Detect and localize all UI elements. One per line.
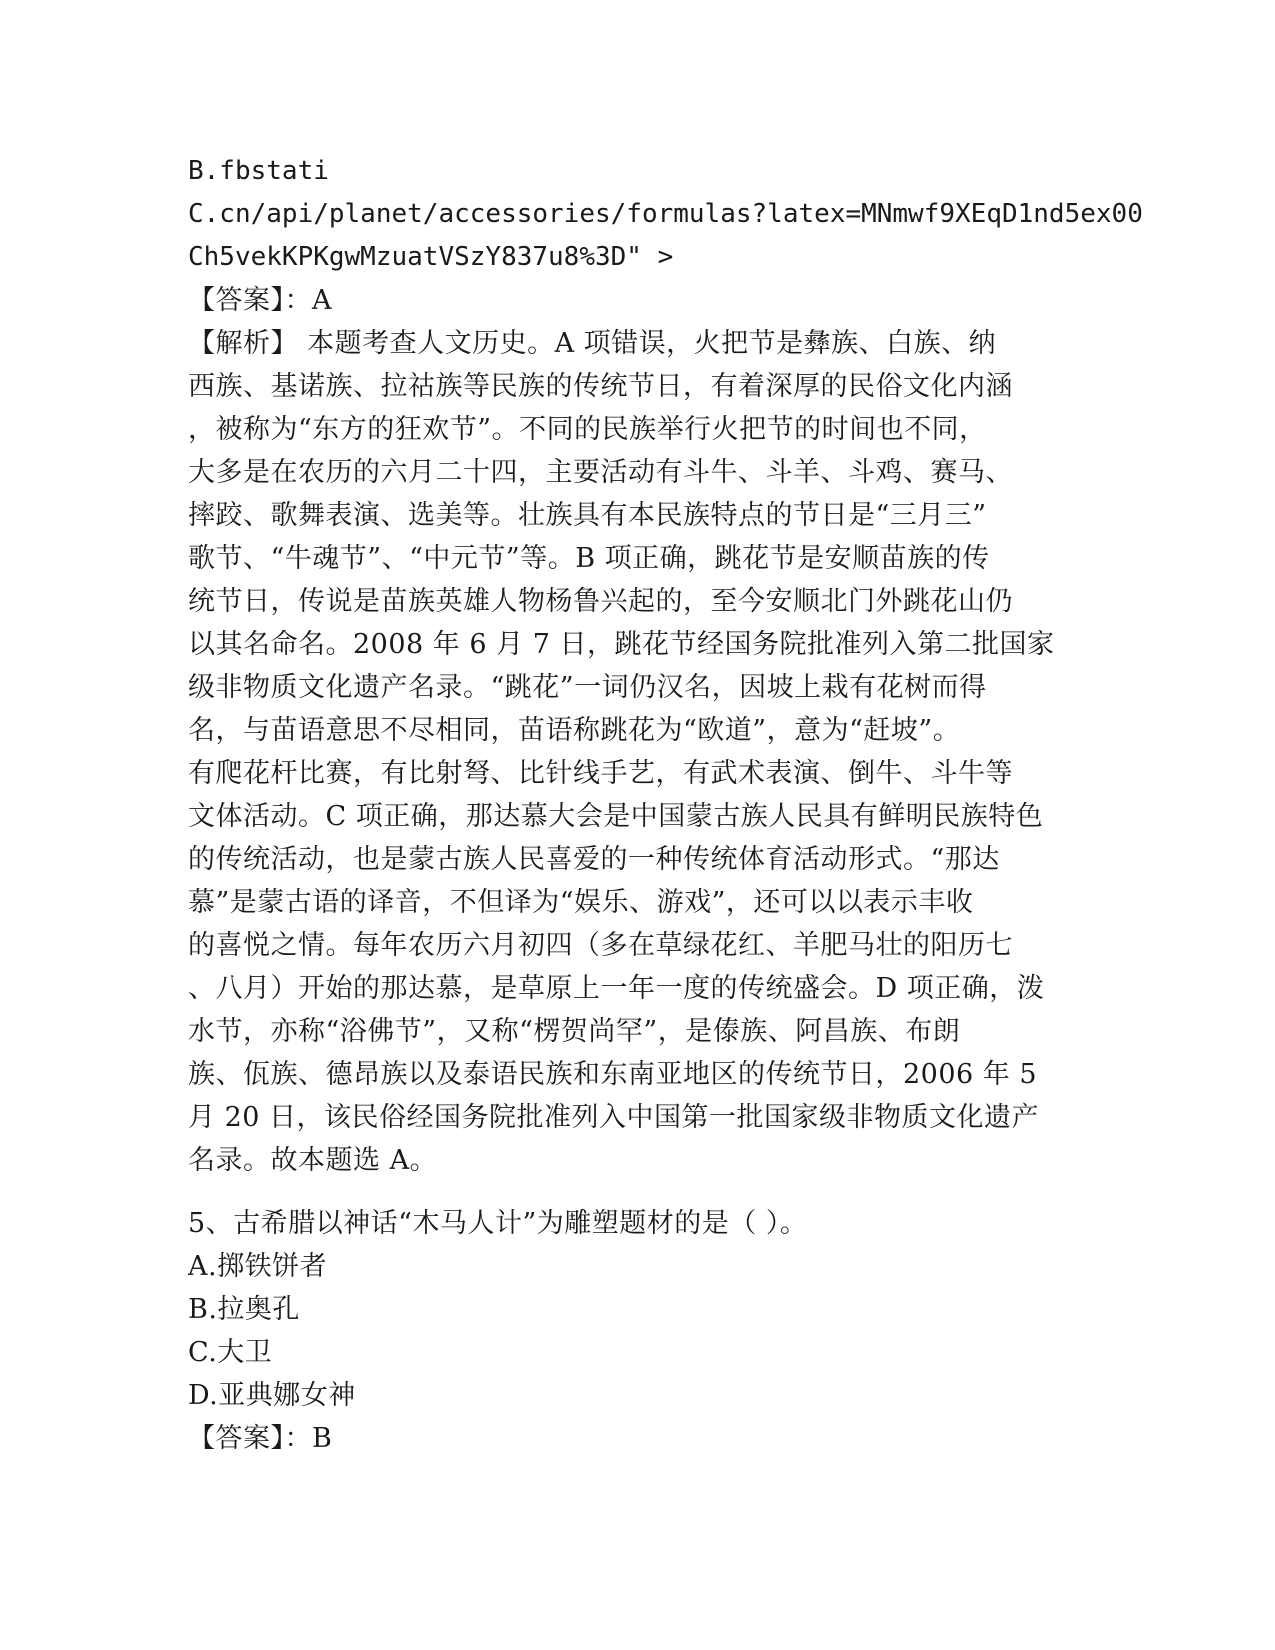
q4-answer: 【答案】：A bbox=[188, 285, 332, 316]
analysis-line: 统节日，传说是苗族英雄人物杨鲁兴起的，至今安顺北门外跳花山仍 bbox=[188, 586, 1013, 617]
analysis-line: 有爬花杆比赛，有比射弩、比针线手艺，有武术表演、倒牛、斗牛等 bbox=[188, 758, 1013, 789]
q5-stem: 5、古希腊以神话“木马人计”为雕塑题材的是（ ）。 bbox=[188, 1208, 808, 1239]
analysis-line: 歌节、“牛魂节”、“中元节”等。B 项正确，跳花节是安顺苗族的传 bbox=[188, 543, 990, 574]
q5-answer: 【答案】：B bbox=[188, 1423, 333, 1454]
analysis-line: 月 20 日，该民俗经国务院批准列入中国第一批国家级非物质文化遗产 bbox=[188, 1102, 1040, 1133]
analysis-line: 名，与苗语意思不尽相同，苗语称跳花为“欧道”，意为“赶坡”。 bbox=[188, 715, 961, 746]
analysis-line: 大多是在农历的六月二十四，主要活动有斗牛、斗羊、斗鸡、赛马、 bbox=[188, 457, 1013, 488]
analysis-line: 摔跤、歌舞表演、选美等。壮族具有本民族特点的节日是“三月三” bbox=[188, 500, 987, 531]
analysis-line: 西族、基诺族、拉祜族等民族的传统节日，有着深厚的民俗文化内涵 bbox=[188, 371, 1013, 402]
analysis-line: 的传统活动，也是蒙古族人民喜爱的一种传统体育活动形式。“那达 bbox=[188, 844, 1000, 875]
analysis-line: 水节，亦称“浴佛节”，又称“楞贺尚罕”，是傣族、阿昌族、布朗 bbox=[188, 1016, 961, 1047]
analysis-line: 级非物质文化遗产名录。“跳花”一词仍汉名，因坡上栽有花树而得 bbox=[188, 672, 987, 703]
analysis-line: 族、佤族、德昂族以及泰语民族和东南亚地区的传统节日，2006 年 5 bbox=[188, 1059, 1038, 1090]
analysis-line: 文体活动。C 项正确，那达慕大会是中国蒙古族人民具有鲜明民族特色 bbox=[188, 801, 1044, 832]
analysis-line: 名录。故本题选 A。 bbox=[188, 1145, 438, 1176]
q5-option-a: A.掷铁饼者 bbox=[188, 1251, 328, 1282]
analysis-line: 以其名命名。2008 年 6 月 7 日，跳花节经国务院批准列入第二批国家 bbox=[188, 629, 1055, 660]
analysis-line: 、八月）开始的那达慕，是草原上一年一度的传统盛会。D 项正确，泼 bbox=[188, 973, 1045, 1004]
analysis-line: ，被称为“东方的狂欢节”。不同的民族举行火把节的时间也不同， bbox=[188, 414, 987, 445]
question-5 bbox=[188, 1202, 1088, 1460]
q4-option-c-line2: Ch5vekKPKgwMzuatVSzY837u8%3D" > bbox=[188, 242, 674, 272]
q5-option-c: C.大卫 bbox=[188, 1337, 273, 1368]
paragraph-gap bbox=[188, 1182, 1088, 1202]
q5-option-b: B.拉奥孔 bbox=[188, 1294, 300, 1325]
document-page bbox=[188, 150, 1143, 1460]
q4-option-b: B.fbstati bbox=[188, 156, 329, 186]
q4-analysis bbox=[188, 322, 1088, 1182]
q5-option-d: D.亚典娜女神 bbox=[188, 1380, 356, 1411]
q4-option-c-line1: C.cn/api/planet/accessories/formulas?latex=MNmwf9XEqD1nd5ex00 bbox=[188, 199, 1143, 229]
analysis-line: 的喜悦之情。每年农历六月初四（多在草绿花红、羊肥马壮的阳历七 bbox=[188, 930, 1013, 961]
analysis-line: 慕”是蒙古语的译音，不但译为“娱乐、游戏”，还可以以表示丰收 bbox=[188, 887, 974, 918]
analysis-line: 【解析】 本题考查人文历史。A 项错误，火把节是彝族、白族、纳 bbox=[188, 328, 997, 359]
